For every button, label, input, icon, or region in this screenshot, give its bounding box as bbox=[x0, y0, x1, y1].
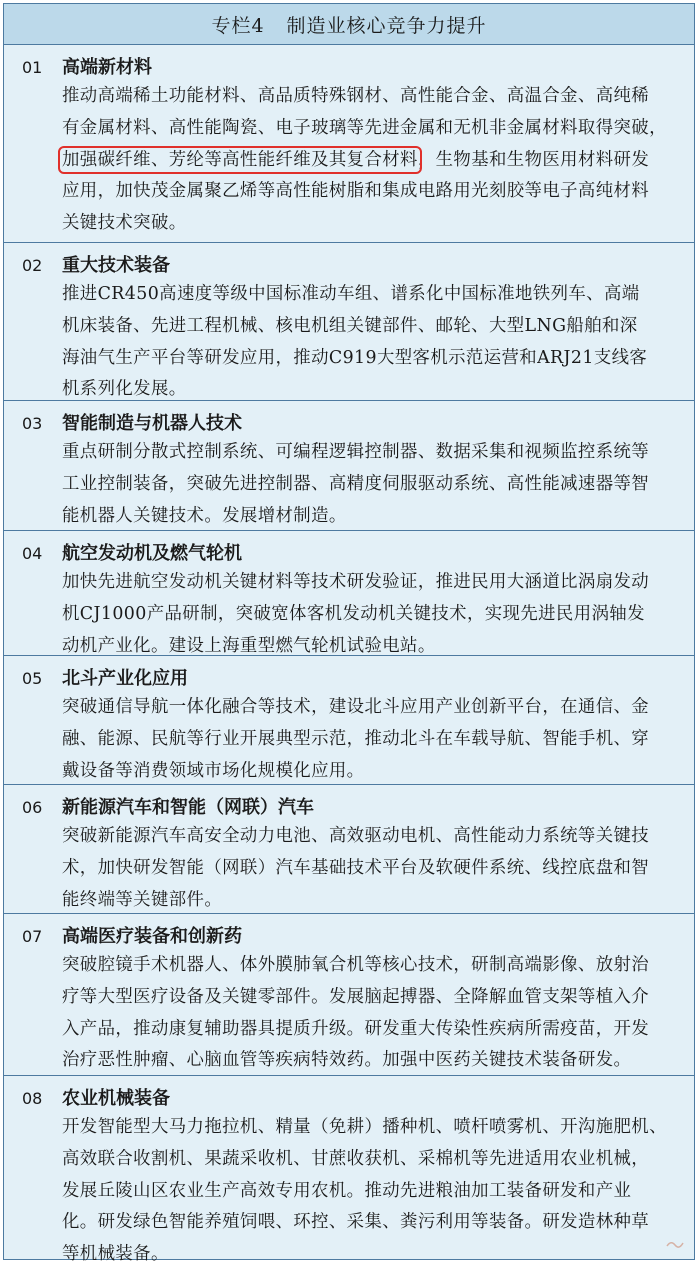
text-line: 突破腔镜手术机器人、体外膜肺氧合机等核心技术，研制高端影像、放射治 bbox=[62, 955, 650, 975]
section-text bbox=[62, 81, 682, 240]
box-header bbox=[4, 4, 694, 45]
text-line: 能终端等关键部件。 bbox=[62, 889, 223, 910]
section-number: 05 bbox=[22, 669, 43, 688]
text-line: 突破新能源汽车高安全动力电池、高效驱动电机、高性能动力系统等关键技 bbox=[62, 826, 650, 846]
section-number: 08 bbox=[22, 1089, 43, 1108]
text-line: 融、能源、民航等行业开展典型示范，推动北斗在车载导航、智能手机、穿 bbox=[62, 728, 650, 749]
section-new-energy-vehicles bbox=[4, 785, 694, 914]
section-title: 航空发动机及燃气轮机 bbox=[62, 543, 242, 564]
section-aero-engines bbox=[4, 531, 694, 656]
text-line: 机系列化发展。 bbox=[62, 379, 187, 400]
text-line: 动机产业化。建设上海重型燃气轮机试验电站。 bbox=[62, 635, 436, 656]
section-title: 重大技术装备 bbox=[62, 255, 170, 276]
text-fragment: ，生物基和生物医用材料研发 bbox=[417, 149, 650, 170]
text-line: 加快先进航空发动机关键材料等技术研发验证，推进民用大涵道比涡扇发动 bbox=[62, 572, 650, 592]
text-line: 重点研制分散式控制系统、可编程逻辑控制器、数据采集和视频监控系统等 bbox=[62, 442, 650, 462]
text-line: 能机器人关键技术。发展增材制造。 bbox=[62, 505, 347, 526]
section-text bbox=[62, 279, 682, 406]
section-title: 农业机械装备 bbox=[62, 1088, 170, 1109]
section-major-equipment bbox=[4, 243, 694, 401]
section-number: 02 bbox=[22, 256, 43, 275]
section-title: 高端医疗装备和创新药 bbox=[62, 926, 242, 947]
box-title: 制造业核心竞争力提升 bbox=[286, 14, 487, 37]
section-title: 高端新材料 bbox=[62, 57, 152, 78]
section-intelligent-manufacturing bbox=[4, 401, 694, 531]
section-text bbox=[62, 821, 682, 916]
watermark-icon bbox=[666, 1239, 684, 1249]
text-line: 疗等大型医疗设备及关键零部件。发展脑起搏器、全降解血管支架等植入介 bbox=[62, 986, 650, 1007]
highlighted-phrase: 加强碳纤维、芳纶等高性能纤维及其复合材料 bbox=[62, 149, 418, 170]
text-line: 推进CR450高速度等级中国标准动车组、谱系化中国标准地铁列车、高端 bbox=[62, 284, 640, 304]
text-line: 关键技术突破。 bbox=[62, 213, 187, 234]
text-line: 化。研发绿色智能养殖饲喂、环控、采集、粪污利用等装备。研发造林种草 bbox=[62, 1212, 650, 1233]
section-number: 07 bbox=[22, 927, 43, 946]
text-line: 发展丘陵山区农业生产高效专用农机。推动先进粮油加工装备研发和产业 bbox=[62, 1180, 632, 1201]
text-line: 推动高端稀土功能材料、高品质特殊钢材、高性能合金、高温合金、高纯稀 bbox=[62, 86, 650, 106]
text-line: 高效联合收割机、果蔬采收机、甘蔗收获机、采棉机等先进适用农业机械， bbox=[62, 1148, 650, 1169]
section-text bbox=[62, 1112, 682, 1271]
section-text bbox=[62, 567, 682, 662]
text-line: 戴设备等消费领域市场化规模化应用。 bbox=[62, 760, 365, 781]
text-line: 有金属材料、高性能陶瓷、电子玻璃等先进金属和无机非金属材料取得突破， bbox=[62, 117, 667, 138]
text-line: 术，加快研发智能（网联）汽车基础技术平台及软硬件系统、线控底盘和智 bbox=[62, 857, 650, 878]
section-text bbox=[62, 437, 682, 532]
section-number: 03 bbox=[22, 414, 43, 433]
text-line: 开发智能型大马力拖拉机、精量（免耕）播种机、喷杆喷雾机、开沟施肥机、 bbox=[62, 1117, 667, 1137]
text-line: 应用，加快茂金属聚乙烯等高性能树脂和集成电路用光刻胶等电子高纯材料 bbox=[62, 181, 650, 202]
text-line bbox=[62, 145, 682, 177]
section-title: 新能源汽车和智能（网联）汽车 bbox=[62, 797, 314, 818]
section-number: 06 bbox=[22, 798, 43, 817]
feature-box bbox=[3, 3, 695, 1265]
section-agricultural-machinery bbox=[4, 1076, 694, 1265]
section-number: 04 bbox=[22, 544, 43, 563]
section-medical-equipment bbox=[4, 914, 694, 1076]
text-line: 海油气生产平台等研发应用，推动C919大型客机示范运营和ARJ21支线客 bbox=[62, 347, 648, 368]
section-text bbox=[62, 950, 682, 1077]
text-line: 突破通信导航一体化融合等技术，建设北斗应用产业创新平台，在通信、金 bbox=[62, 697, 650, 717]
section-title: 智能制造与机器人技术 bbox=[62, 413, 242, 434]
section-text bbox=[62, 692, 682, 787]
section-number: 01 bbox=[22, 58, 43, 77]
text-line: 入产品，推动康复辅助器具提质升级。研发重大传染性疾病所需疫苗，开发 bbox=[62, 1018, 650, 1039]
section-title: 北斗产业化应用 bbox=[62, 668, 188, 689]
section-beidou bbox=[4, 656, 694, 785]
text-line: 机床装备、先进工程机械、核电机组关键部件、邮轮、大型LNG船舶和深 bbox=[62, 315, 638, 336]
text-line: 机CJ1000产品研制，突破宽体客机发动机关键技术，实现先进民用涡轴发 bbox=[62, 603, 645, 624]
text-line: 等机械装备。 bbox=[62, 1244, 169, 1265]
text-line: 治疗恶性肿瘤、心脑血管等疾病特效药。加强中医药关键技术装备研发。 bbox=[62, 1050, 632, 1071]
column-number: 专栏4 bbox=[211, 14, 265, 37]
text-line: 工业控制装备，突破先进控制器、高精度伺服驱动系统、高性能减速器等智 bbox=[62, 473, 650, 494]
section-new-materials bbox=[4, 45, 694, 243]
